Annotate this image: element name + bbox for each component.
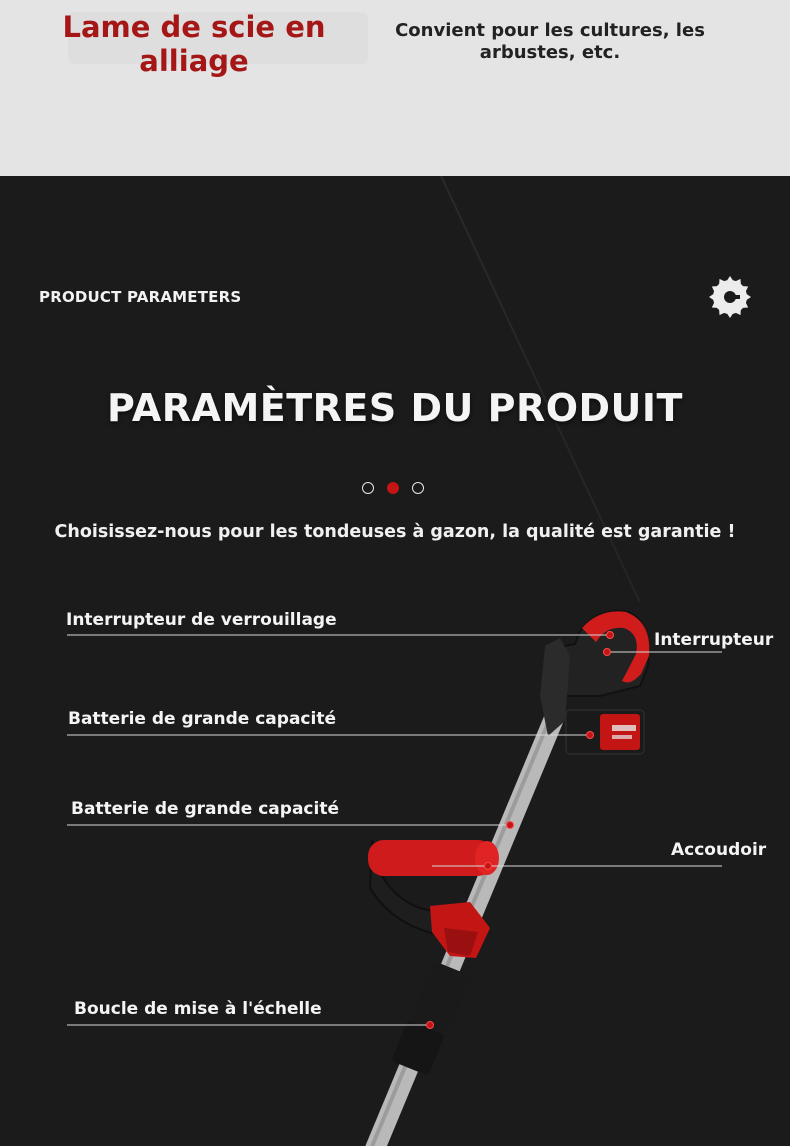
callout-dot-switch xyxy=(604,649,611,656)
callout-dot-scale-buckle xyxy=(427,1022,434,1029)
callout-switch: Interrupteur xyxy=(654,630,774,650)
callout-battery-2: Batterie de grande capacité xyxy=(71,799,339,819)
section-subtitle: Choisissez-nous pour les tondeuses à gazon, la qualité est garantie ! xyxy=(54,522,736,542)
product-parameters-section xyxy=(0,176,790,1146)
callout-dot-battery-1 xyxy=(587,732,594,739)
feature-description: Convient pour les cultures, les arbustes, etc. xyxy=(395,20,705,63)
callout-battery-1: Batterie de grande capacité xyxy=(68,709,336,729)
callout-scale-buckle: Boucle de mise à l'échelle xyxy=(74,999,322,1019)
feature-banner xyxy=(0,0,790,176)
callout-dot-armrest xyxy=(485,863,492,870)
feature-title: Lame de scie en alliage xyxy=(62,10,326,78)
callout-dot-battery-2 xyxy=(507,822,514,829)
callout-armrest: Accoudoir xyxy=(671,840,767,860)
callout-dot-lock-switch xyxy=(607,632,614,639)
section-label: PRODUCT PARAMETERS xyxy=(39,288,242,306)
section-title: PARAMÈTRES DU PRODUIT xyxy=(107,386,683,430)
callout-lock-switch: Interrupteur de verrouillage xyxy=(66,610,337,630)
